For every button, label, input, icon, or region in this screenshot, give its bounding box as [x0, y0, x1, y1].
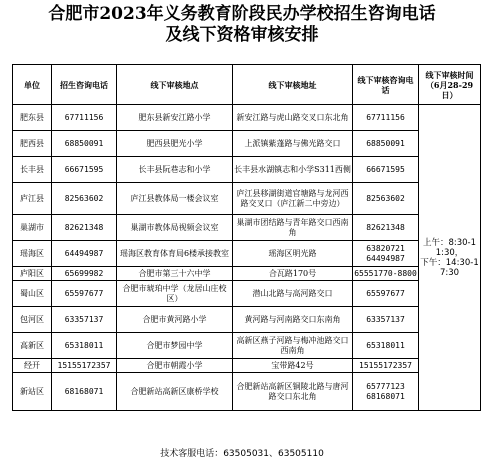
review-phone-cell: 66671595 [353, 157, 419, 183]
unit-cell: 庐江县 [13, 183, 52, 215]
header-row [13, 65, 481, 105]
unit-cell: 蜀山区 [13, 281, 52, 307]
table-row [13, 131, 481, 157]
review-place-cell: 合肥市琥珀中学（龙居山庄校区） [117, 281, 233, 307]
review-address-cell: 庐江县移湖街道官塘路与龙河西路交叉口（庐江新二中旁边） [233, 183, 353, 215]
unit-cell: 经开 [13, 359, 52, 373]
document-title-line1: 合肥市2023年义务教育阶段民办学校招生咨询电话 [48, 4, 436, 24]
review-place-cell: 合肥新站高新区康桥学校 [117, 373, 233, 411]
unit-cell: 新站区 [13, 373, 52, 411]
review-hours-cell [419, 105, 481, 411]
review-phone-cell: 67711156 [353, 105, 419, 131]
table-row [13, 359, 481, 373]
review-phone-cell: 65597677 [353, 281, 419, 307]
document-title-line2: 及线下资格审核安排 [165, 25, 319, 45]
table-row [13, 157, 481, 183]
consult-phone-cell: 65597677 [52, 281, 117, 307]
consult-phone-cell: 68168071 [52, 373, 117, 411]
header-review-place: 线下审核地点 [117, 65, 233, 105]
review-address-cell: 上派镇紫蓬路与佛光路交口 [233, 131, 353, 157]
consult-phone-cell: 66671595 [52, 157, 117, 183]
review-address-cell: 长丰县水湖镇志和小学S311西侧 [233, 157, 353, 183]
footer-support-phone: 技术客服电话：63505031、63505110 [160, 449, 324, 459]
table-row [13, 281, 481, 307]
review-place-cell: 长丰县阮巷志和小学 [117, 157, 233, 183]
review-place-cell: 合肥市黄河路小学 [117, 307, 233, 333]
table-row [13, 241, 481, 267]
consult-phone-cell: 82621348 [52, 215, 117, 241]
unit-cell: 巢湖市 [13, 215, 52, 241]
unit-cell: 包河区 [13, 307, 52, 333]
review-phone-cell: 65318011 [353, 333, 419, 359]
review-hours-morning: 上午：8:30-11:30， [422, 237, 477, 258]
review-phone-cell: 15155172357 [353, 359, 419, 373]
review-address-cell: 瑶海区明光路 [233, 241, 353, 267]
consult-phone-cell: 68850091 [52, 131, 117, 157]
consult-phone-cell: 65699982 [52, 267, 117, 281]
review-address-cell: 合肥新站高新区铜陵北路与唐河路交口东北角 [233, 373, 353, 411]
review-place-cell: 肥东县新安江路小学 [117, 105, 233, 131]
consult-phone-cell: 63357137 [52, 307, 117, 333]
review-address-cell: 新安江路与虎山路交叉口东北角 [233, 105, 353, 131]
review-place-cell: 庐江县教体局一楼会议室 [117, 183, 233, 215]
review-address-cell: 宝带路42号 [233, 359, 353, 373]
consult-phone-cell: 82563602 [52, 183, 117, 215]
unit-cell: 高新区 [13, 333, 52, 359]
review-phone-cell: 65551770-8800 [353, 267, 419, 281]
review-address-cell: 合瓦路170号 [233, 267, 353, 281]
review-phone-cell: 82621348 [353, 215, 419, 241]
review-place-cell: 肥西县肥光小学 [117, 131, 233, 157]
unit-cell: 长丰县 [13, 157, 52, 183]
review-place-cell: 巢湖市教体局视频会议室 [117, 215, 233, 241]
review-place-cell: 合肥市梦园中学 [117, 333, 233, 359]
schedule-table [12, 64, 481, 411]
review-place-cell: 合肥市朝霞小学 [117, 359, 233, 373]
review-address-cell: 黄河路与河南路交口东南角 [233, 307, 353, 333]
table-row [13, 373, 481, 411]
consult-phone-cell: 67711156 [52, 105, 117, 131]
unit-cell: 肥东县 [13, 105, 52, 131]
review-address-cell: 高新区燕子河路与梅冲池路交口西南角 [233, 333, 353, 359]
review-phone-cell: 82563602 [353, 183, 419, 215]
table-row [13, 215, 481, 241]
table-row [13, 183, 481, 215]
review-address-cell: 潜山北路与高河路交口 [233, 281, 353, 307]
review-phone-cell: 65777123 68168071 [353, 373, 419, 411]
review-phone-cell: 68850091 [353, 131, 419, 157]
header-review-time: 线下审核时间（6月28-29日） [419, 65, 481, 105]
consult-phone-cell: 15155172357 [52, 359, 117, 373]
header-review-phone: 线下审核咨询电话 [353, 65, 419, 105]
unit-cell: 肥西县 [13, 131, 52, 157]
table-row [13, 333, 481, 359]
header-unit: 单位 [13, 65, 52, 105]
review-place-cell: 合肥市第三十六中学 [117, 267, 233, 281]
table-row [13, 267, 481, 281]
consult-phone-cell: 64494987 [52, 241, 117, 267]
review-hours-afternoon: 下午：14:30-17:30 [420, 257, 479, 278]
review-phone-cell: 63820721 64494987 [353, 241, 419, 267]
header-consult-phone: 招生咨询电话 [52, 65, 117, 105]
review-address-cell: 巢湖市团结路与青年路交口西南角 [233, 215, 353, 241]
consult-phone-cell: 65318011 [52, 333, 117, 359]
review-place-cell: 瑶海区教育体育局6楼承接教室 [117, 241, 233, 267]
review-phone-cell: 63357137 [353, 307, 419, 333]
unit-cell: 庐阳区 [13, 267, 52, 281]
header-review-address: 线下审核地址 [233, 65, 353, 105]
table-row [13, 105, 481, 131]
table-row [13, 307, 481, 333]
unit-cell: 瑶海区 [13, 241, 52, 267]
